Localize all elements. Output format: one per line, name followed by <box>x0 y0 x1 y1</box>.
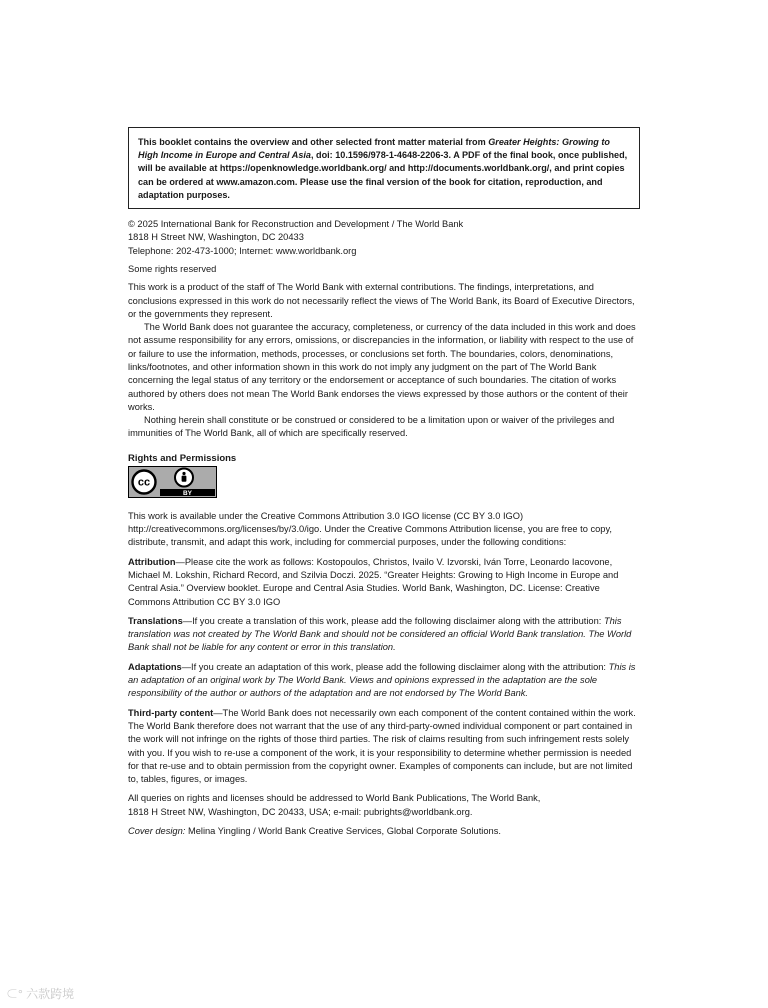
disclaimer-paragraph-2: The World Bank does not guarantee the accuracy, completeness, or currency of the data included in this work and does not assume responsibility for any errors, omissions, or discrepancies in the information, or liability with respect to the use of or failure to use the information, methods, processes, or conclusions set forth. The boundaries, colors, denominations, links/footnotes, and other information shown in this work do not imply any judgment on the part of The World Bank concerning the legal status of any territory or the endorsement or acceptance of such boundaries. The citation of works authored by others does not mean The World Bank endorses the views expressed by those authors or the content of their works. <box>128 322 636 412</box>
watermark-icon: ⊂° <box>6 987 23 1001</box>
rights-heading: Rights and Permissions <box>128 452 237 464</box>
disclaimer-paragraph-1: This work is a product of the staff of The World Bank with external contributions. The findings, interpretations, and conclusions expressed in this work do not necessarily reflect the views of The World Bank, its Board of Executive Directors, or the governments they represent. <box>128 282 635 319</box>
adaptations-disclaimer: This is an adaptation of an original work by The World Bank. Views and opinions expressed in the adaptation are the sole responsibility of the author or authors of the adaptation and are not endorsed by The World Bank. <box>128 661 636 699</box>
cc-by-license-icon <box>128 466 217 498</box>
attribution-text: —Please cite the work as follows: Kostopoulos, Christos, Ivailo V. Izvorski, Iván Torre, Leonardo Iacovone, Michael M. Lokshin, Richard Record, and Szilvia Doczi. 2025. “Greater Heights: Growing to High Income in Europe and Central Asia.” Overview booklet. Europe and Central Asia Studies. World Bank, Washington, DC. License: Creative Commons Attribution CC BY 3.0 IGO <box>128 556 619 607</box>
notice-text-post: , doi: 10.1596/978-1-4648-2206-3. A PDF of the final book, once published, will be available at https://openknowledge.worldbank.org/ and http://documents.worldbank.org/, and print copies can be ordered at www.amazon.com. Please use the final version of the book for citation, reproduction, and adaptation purposes. <box>138 150 628 200</box>
translations-paragraph <box>128 615 640 655</box>
third-party-text: —The World Bank does not necessarily own each component of the content contained within the work. The World Bank therefore does not warrant that the use of any third-party-owned individual component or part contained in the work will not infringe on the rights of those third parties. The risk of claims resulting from such infringement rests solely with you. If you wish to re-use a component of the work, it is your responsibility to determine whether permission is needed for that re-use and to obtain permission from the copyright owner. Examples of components can include, but are not limited to, tables, figures, or images. <box>128 707 636 785</box>
queries-line-1: All queries on rights and licenses should be addressed to World Bank Publications, The World Bank, <box>128 793 541 804</box>
translations-disclaimer: This translation was not created by The World Bank and should not be considered an official World Bank translation. The World Bank shall not be liable for any content or error in this translation. <box>128 615 632 653</box>
adaptations-paragraph <box>128 661 640 701</box>
address-line: 1818 H Street NW, Washington, DC 20433 <box>128 232 304 243</box>
cover-design-credit <box>128 825 640 838</box>
copyright-block <box>128 218 640 258</box>
translations-text: —If you create a translation of this work, please add the following disclaimer along with the attribution: <box>182 615 604 626</box>
attribution-label: Attribution <box>128 556 176 567</box>
queries-line-2: 1818 H Street NW, Washington, DC 20433, USA; e-mail: pubrights@worldbank.org. <box>128 806 473 817</box>
contact-line: Telephone: 202-473-1000; Internet: www.worldbank.org <box>128 245 357 256</box>
copyright-page <box>128 127 640 844</box>
cc-mark: cc <box>137 476 151 489</box>
cover-design-label: Cover design: <box>128 826 186 836</box>
attribution-paragraph <box>128 556 640 609</box>
third-party-paragraph <box>128 707 640 787</box>
rights-reserved: Some rights reserved <box>128 263 217 274</box>
disclaimer-block <box>128 281 640 441</box>
third-party-label: Third-party content <box>128 707 214 718</box>
queries-paragraph <box>128 792 640 819</box>
translations-label: Translations <box>128 615 183 626</box>
license-paragraph: This work is available under the Creative Commons Attribution 3.0 IGO license (CC BY 3.0 IGO) http://creativecommons.org/licenses/by/3.0/igo. Under the Creative Commons Attribution license, you are free to copy, distribute, transmit, and adapt this work, including for commercial purposes, under the following conditions: <box>128 510 613 548</box>
adaptations-text: —If you create an adaptation of this work, please add the following disclaimer along with the attribution: <box>181 661 609 672</box>
adaptations-label: Adaptations <box>128 661 182 672</box>
by-mark: BY <box>182 489 193 497</box>
notice-text-pre: This booklet contains the overview and other selected front matter material from <box>138 137 489 147</box>
notice-book-title: Greater Heights: Growing to High Income in Europe and Central Asia <box>138 137 610 161</box>
watermark-text: 六款跨境 <box>26 987 75 1001</box>
booklet-notice-box <box>128 127 640 209</box>
copyright-line: © 2025 International Bank for Reconstruction and Development / The World Bank <box>128 219 464 230</box>
watermark-logo <box>6 985 74 1002</box>
cover-design-text: Melina Yingling / World Bank Creative Services, Global Corporate Solutions. <box>185 826 501 836</box>
disclaimer-paragraph-3: Nothing herein shall constitute or be construed or considered to be a limitation upon or waiver of the privileges and immunities of The World Bank, all of which are specifically reserved. <box>128 415 615 439</box>
